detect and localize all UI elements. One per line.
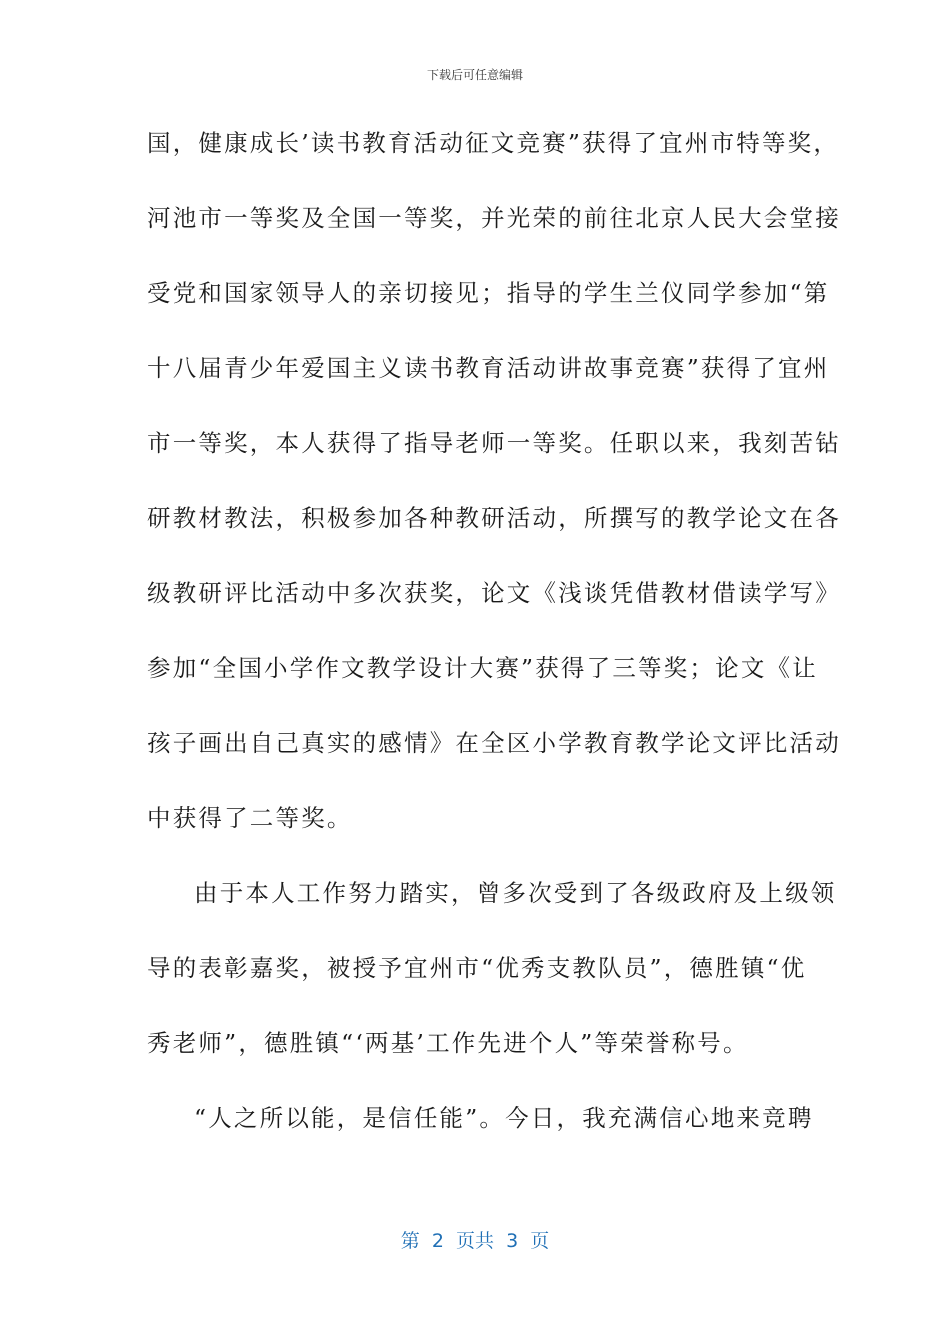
body-line-2: 河池市一等奖及全国一等奖，并光荣的前往北京人民大会堂接 <box>147 204 841 232</box>
body-line-3: 受党和国家领导人的亲切接见；指导的学生兰仪同学参加“第 <box>147 279 830 307</box>
body-line-4: 十八届青少年爱国主义读书教育活动讲故事竞赛”获得了宜州 <box>147 354 830 382</box>
body-line-7: 级教研评比活动中多次获奖，论文《浅谈凭借教材借读学写》 <box>147 579 841 607</box>
body-line-11: 由于本人工作努力踏实，曾多次受到了各级政府及上级领 <box>194 879 837 907</box>
body-line-8: 参加“全国小学作文教学设计大赛”获得了三等奖；论文《让 <box>147 654 818 682</box>
body-line-1: 国，健康成长’读书教育活动征文竞赛”获得了宜州市特等奖， <box>147 129 840 157</box>
body-line-10: 中获得了二等奖。 <box>147 804 353 832</box>
page-header-note: 下载后可任意编辑 <box>426 68 523 82</box>
page-number-footer: 第 2 页共 3 页 <box>400 1230 550 1252</box>
body-line-13: 秀老师”，德胜镇“‘两基’工作先进个人”等荣誉称号。 <box>147 1029 749 1057</box>
body-line-14: “人之所以能，是信任能”。今日，我充满信心地来竞聘 <box>194 1104 814 1132</box>
body-line-5: 市一等奖，本人获得了指导老师一等奖。任职以来，我刻苦钻 <box>147 429 841 457</box>
body-line-12: 导的表彰嘉奖，被授予宜州市“优秀支教队员”，德胜镇“优 <box>147 954 807 982</box>
body-line-6: 研教材教法，积极参加各种教研活动，所撰写的教学论文在各 <box>147 504 841 532</box>
body-line-9: 孩子画出自己真实的感情》在全区小学教育教学论文评比活动 <box>147 729 841 757</box>
